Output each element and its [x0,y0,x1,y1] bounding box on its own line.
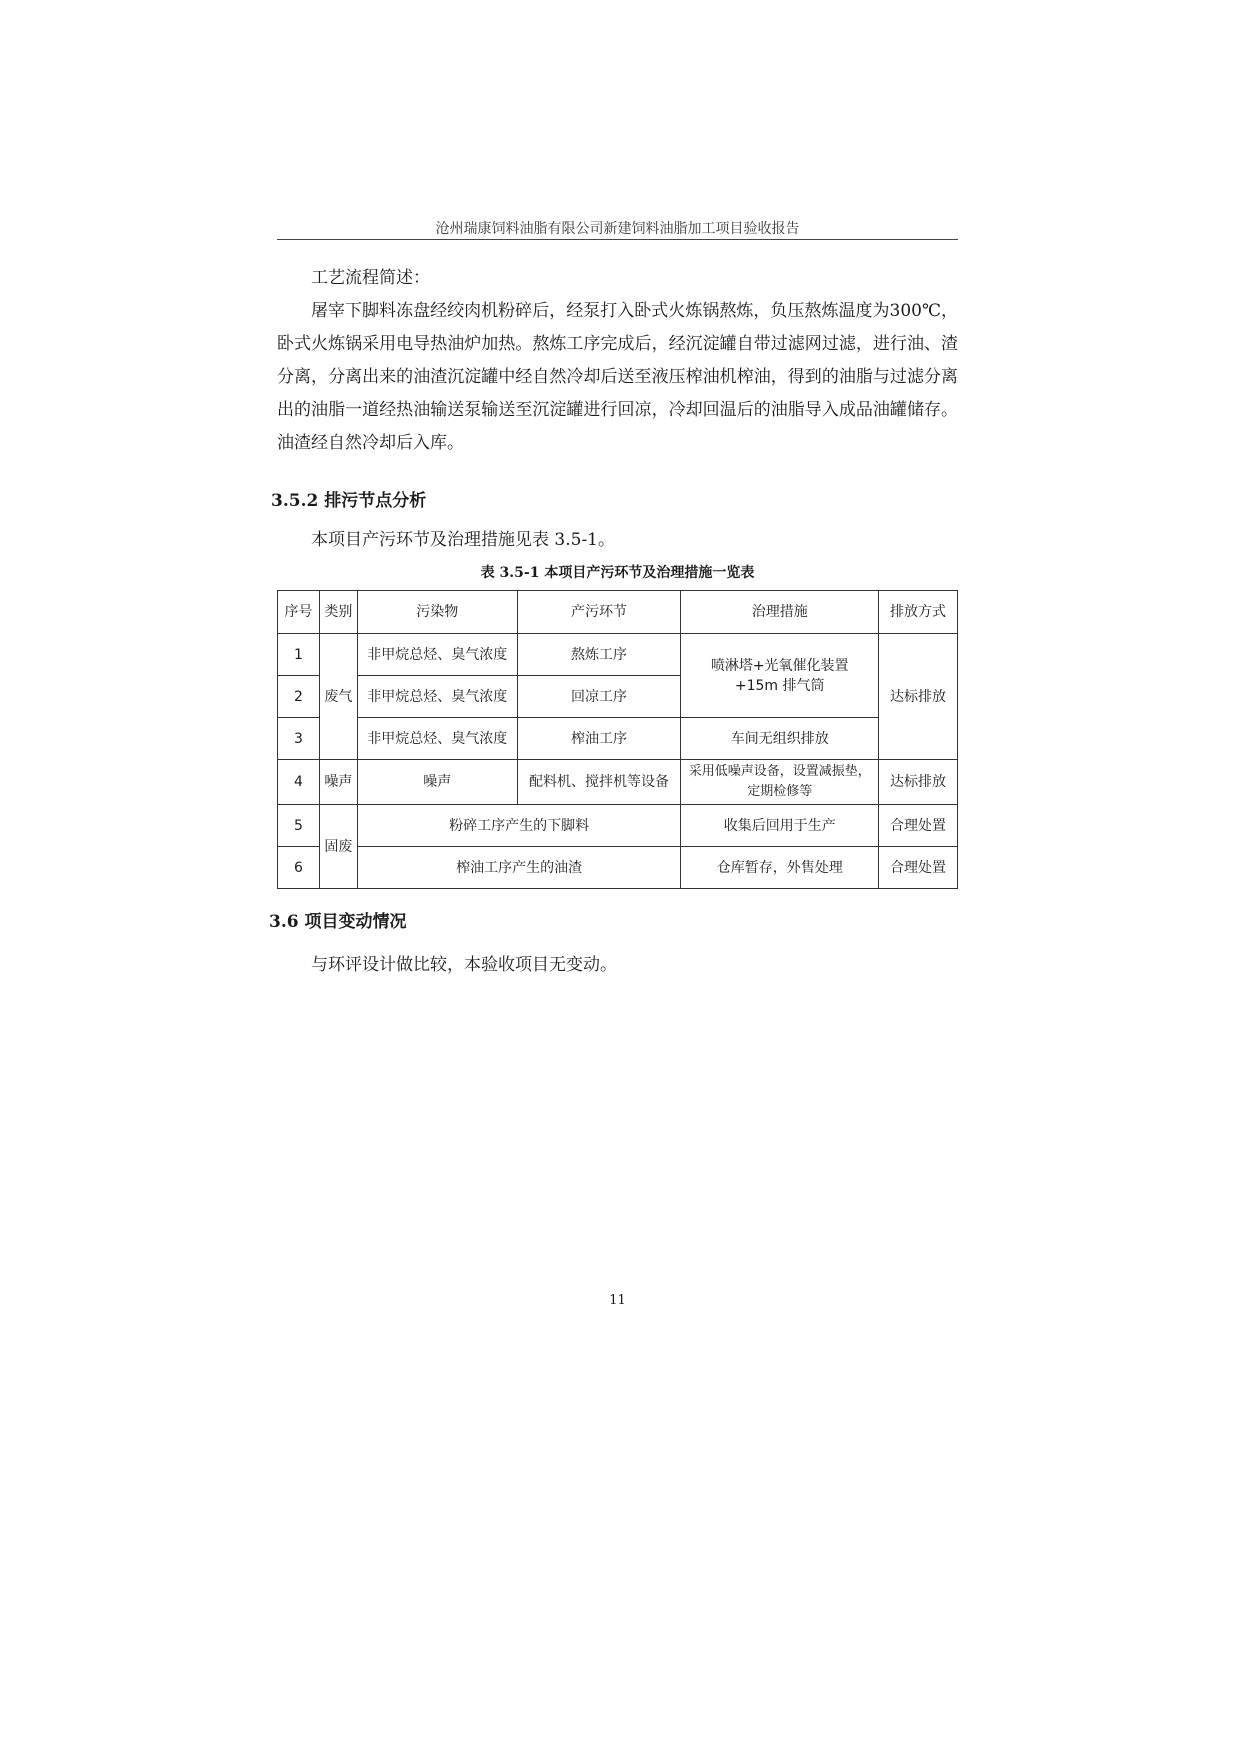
cell-discharge: 合理处置 [879,805,958,847]
cell-pollutant: 非甲烷总烃、臭气浓度 [357,718,517,760]
process-title: 工艺流程简述： [311,268,430,288]
cell-category-solid: 固废 [319,805,357,889]
col-header-discharge: 排放方式 [879,591,958,634]
cell-no: 5 [278,805,320,847]
table-header-row [278,591,958,634]
cell-stage: 榨油工序 [517,718,681,760]
cell-stage-merged: 榨油工序产生的油渣 [357,847,680,889]
cell-stage: 配料机、搅拌机等设备 [517,760,681,805]
page-number: 11 [609,1293,626,1308]
cell-discharge: 合理处置 [879,847,958,889]
cell-no: 4 [278,760,320,805]
cell-pollutant: 噪声 [357,760,517,805]
cell-stage: 回凉工序 [517,676,681,718]
cell-discharge: 达标排放 [879,760,958,805]
cell-no: 1 [278,634,320,676]
cell-measure: 仓库暂存，外售处理 [681,847,879,889]
cell-measure: 采用低噪声设备，设置减振垫，定期检修等 [681,760,879,805]
col-header-stage: 产污环节 [517,591,681,634]
cell-no: 3 [278,718,320,760]
section-3-5-2-intro: 本项目产污环节及治理措施见表 3.5-1。 [311,530,615,550]
cell-measure-merged: 喷淋塔+光氧催化装置+15m 排气筒 [681,634,879,718]
cell-measure: 收集后回用于生产 [681,805,879,847]
section-3-5-2 [271,485,958,557]
section-3-6-heading: 3.6 项目变动情况 [269,912,407,932]
table-row [278,718,958,760]
process-section [277,262,958,460]
cell-stage: 熬炼工序 [517,634,681,676]
section-3-6 [269,906,958,982]
header-rule [277,239,958,240]
page-header: 沧州瑞康饲料油脂有限公司新建饲料油脂加工项目验收报告 [435,221,800,237]
cell-measure: 车间无组织排放 [681,718,879,760]
table-row [278,805,958,847]
col-header-category: 类别 [319,591,357,634]
cell-stage-merged: 粉碎工序产生的下脚料 [357,805,680,847]
cell-pollutant: 非甲烷总烃、臭气浓度 [357,676,517,718]
process-body: 屠宰下脚料冻盘经绞肉机粉碎后，经泵打入卧式火炼锅熬炼，负压熬炼温度为300℃，卧式火炼锅采用电导热油炉加热。熬炼工序完成后，经沉淀罐自带过滤网过滤，进行油、渣分离，分离出来的油渣沉淀罐中经自然冷却后送至液压榨油机榨油，得到的油脂与过滤分离出的油脂一道经热油输送泵输送至沉淀罐进行回凉，冷却回温后的油脂导入成品油罐储存。油渣经自然冷却后入库。 [277,301,958,453]
cell-category-gas: 废气 [319,634,357,760]
cell-discharge-merged: 达标排放 [879,634,958,760]
table-row [278,634,958,676]
cell-category-noise: 噪声 [319,760,357,805]
table-caption: 表 3.5-1 本项目产污环节及治理措施一览表 [480,565,755,581]
cell-no: 6 [278,847,320,889]
cell-no: 2 [278,676,320,718]
section-3-6-body: 与环评设计做比较，本验收项目无变动。 [311,955,617,975]
cell-pollutant: 非甲烷总烃、臭气浓度 [357,634,517,676]
col-header-no: 序号 [278,591,320,634]
table-row [278,760,958,805]
pollution-table [277,590,958,889]
col-header-pollutant: 污染物 [357,591,517,634]
table-row [278,847,958,889]
section-3-5-2-heading: 3.5.2 排污节点分析 [271,491,427,511]
col-header-measure: 治理措施 [681,591,879,634]
